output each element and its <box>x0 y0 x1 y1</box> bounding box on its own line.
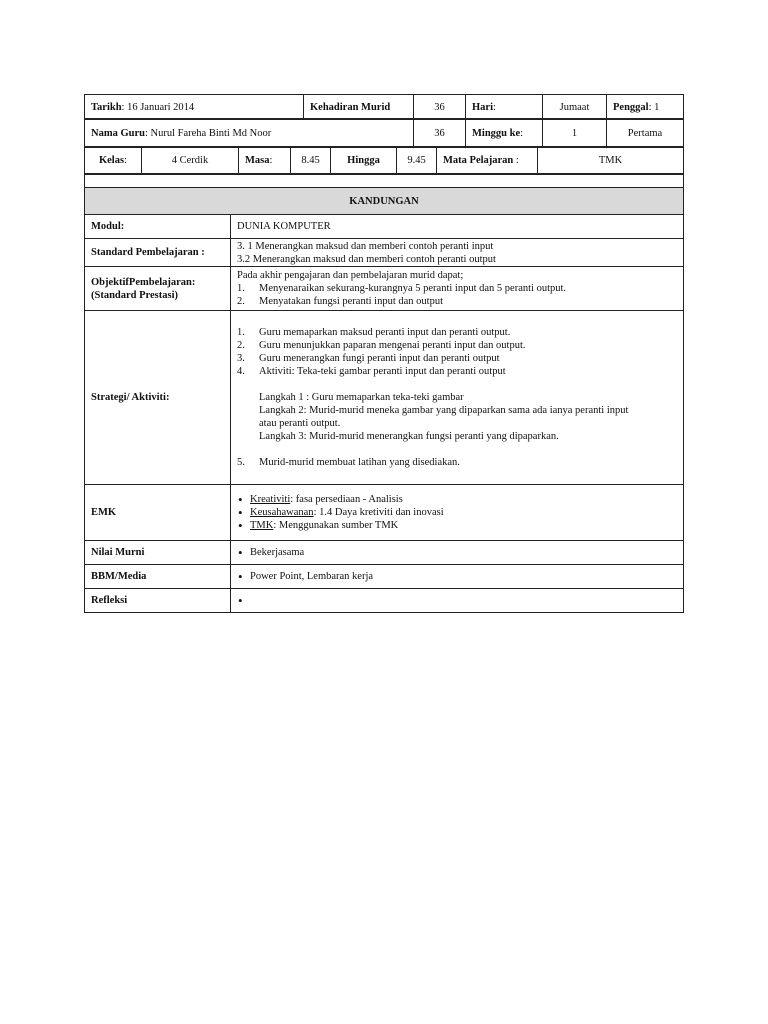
refleksi-value <box>231 589 684 613</box>
list-item: 2. Guru menunjukkan paparan mengenai peranti input dan output. <box>237 340 526 351</box>
modul-label: Modul: <box>85 215 231 239</box>
masa-value: 8.45 <box>291 147 331 175</box>
objektif-intro: Pada akhir pengajaran dan pembelajaran murid dapat; <box>237 270 464 281</box>
langkah-3: Langkah 3: Murid-murid menerangkan fungsi peranti yang dipaparkan. <box>259 431 559 442</box>
hingga-value: 9.45 <box>397 147 437 175</box>
standard-label: Standard Pembelajaran : <box>85 239 231 267</box>
list-item: 1. Menyenaraikan sekurang-kurangnya 5 peranti input dan 5 peranti output. <box>237 283 567 294</box>
minggu-value: 1 <box>543 119 607 148</box>
list-item: • TMK: Menggunakan sumber TMK <box>237 519 677 532</box>
guru-count: 36 <box>414 119 466 148</box>
header-table-row1 <box>84 94 684 120</box>
strategi-value <box>231 311 684 485</box>
penggal-cell: Penggal: 1 <box>607 95 684 120</box>
strategi-label: Strategi/ Aktiviti: <box>85 311 231 485</box>
nilai-value <box>231 541 684 565</box>
kehadiran-label: Kehadiran Murid <box>304 95 414 120</box>
hari-value: Jumaat <box>543 95 607 120</box>
list-item: • Kreativiti: fasa persediaan - Analisis <box>237 493 677 506</box>
list-item: 5. Murid-murid membuat latihan yang disediakan. <box>237 457 460 468</box>
langkah-2-cont: atau peranti output. <box>259 418 341 429</box>
tarikh-cell: Tarikh: 16 Januari 2014 <box>85 95 304 120</box>
emk-value <box>231 485 684 541</box>
langkah-1: Langkah 1 : Guru memaparkan teka-teki gambar <box>259 392 464 403</box>
nilai-label: Nilai Murni <box>85 541 231 565</box>
list-item: 2. Menyatakan fungsi peranti input dan output <box>237 296 444 307</box>
bbm-value <box>231 565 684 589</box>
hari-label: Hari: <box>466 95 543 120</box>
list-item <box>237 594 677 607</box>
list-item: • Keusahawanan: 1.4 Daya kretiviti dan inovasi <box>237 506 677 519</box>
list-item: • Power Point, Lembaran kerja <box>237 570 677 583</box>
kehadiran-value: 36 <box>414 95 466 120</box>
spacer-row <box>85 174 684 188</box>
langkah-2: Langkah 2: Murid-murid meneka gambar yang dipaparkan sama ada ianya peranti input <box>259 405 629 416</box>
header-table-row2 <box>84 118 684 148</box>
kelas-value: 4 Cerdik <box>142 147 239 175</box>
langkah-block <box>237 391 677 443</box>
objektif-value <box>231 267 684 311</box>
kandungan-heading: KANDUNGAN <box>85 188 684 215</box>
guru-cell: Nama Guru: Nurul Fareha Binti Md Noor <box>85 119 414 148</box>
standard-line-2: 3.2 Menerangkan maksud dan memberi contoh peranti output <box>237 253 496 265</box>
modul-value: DUNIA KOMPUTER <box>231 215 684 239</box>
bbm-label: BBM/Media <box>85 565 231 589</box>
minggu-label: Minggu ke: <box>466 119 543 148</box>
subjek-label: Mata Pelajaran : <box>437 147 538 175</box>
content-table <box>84 173 684 613</box>
emk-label: EMK <box>85 485 231 541</box>
objektif-label: ObjektifPembelajaran: (Standard Prestasi) <box>85 267 231 311</box>
subjek-value: TMK <box>538 147 684 175</box>
standard-value <box>231 239 684 267</box>
minggu-word: Pertama <box>607 119 684 148</box>
masa-label: Masa: <box>239 147 291 175</box>
list-item: 4. Aktiviti: Teka-teki gambar peranti input dan peranti output <box>237 366 506 377</box>
standard-line-1: 3. 1 Menerangkan maksud dan memberi contoh peranti input <box>237 240 494 252</box>
hingga-label: Hingga <box>331 147 397 175</box>
list-item: • Bekerjasama <box>237 546 677 559</box>
header-table-row3 <box>84 146 684 175</box>
list-item: 1. Guru memaparkan maksud peranti input dan peranti output. <box>237 327 511 338</box>
kelas-label: Kelas: <box>85 147 142 175</box>
list-item: 3. Guru menerangkan fungi peranti input dan peranti output <box>237 353 500 364</box>
refleksi-label: Refleksi <box>85 589 231 613</box>
